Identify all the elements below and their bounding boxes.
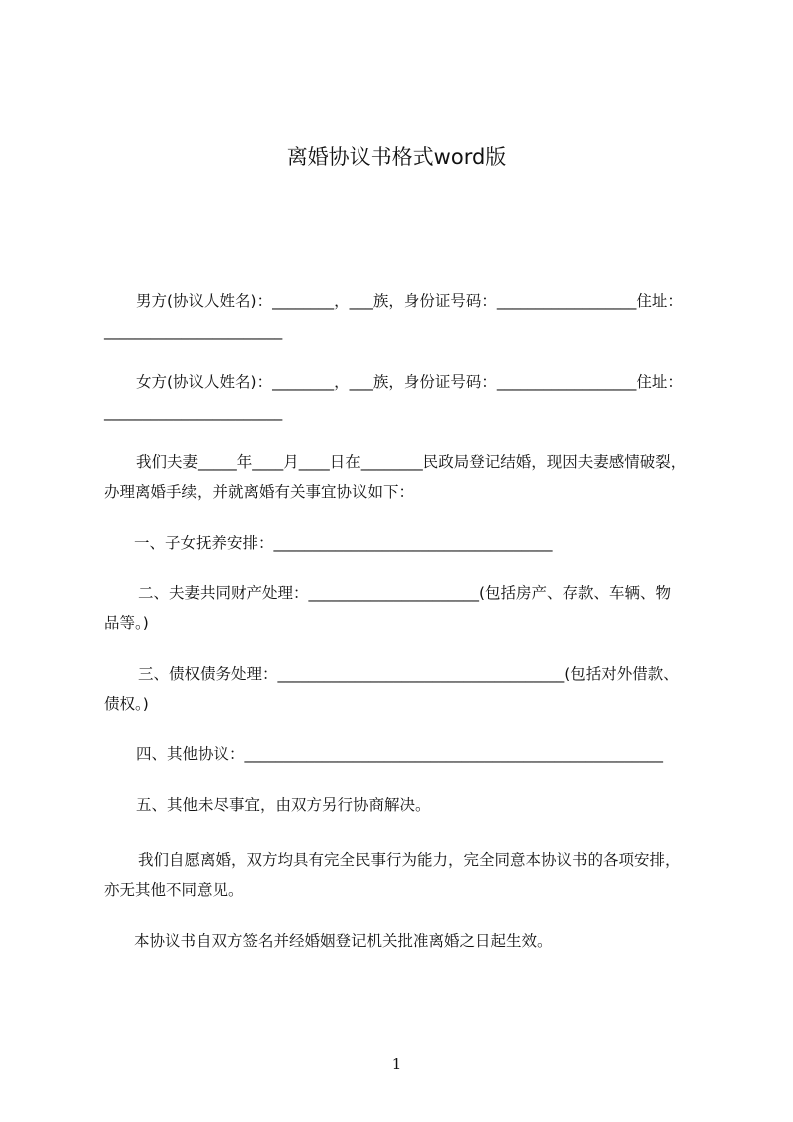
closing-line-2: 亦无其他不同意见。: [104, 881, 244, 899]
item-3-paragraph: [104, 659, 701, 719]
item-1-text: 一、子女抚养安排：____________________________________: [134, 534, 553, 552]
intro-paragraph: [104, 447, 701, 507]
item-5-text: 五、其他未尽事宜，由双方另行协商解决。: [136, 796, 431, 814]
male-party-paragraph: [104, 286, 701, 346]
male-party-line-1: 男方(协议人姓名)：________，___族，身份证号码：__________________住址：: [136, 292, 683, 310]
female-party-paragraph: [104, 367, 701, 427]
female-party-line-2: _______________________: [104, 403, 283, 421]
item-1-paragraph: [104, 528, 701, 558]
intro-line-1: 我们夫妻_____年____月____日在________民政局登记结婚，现因夫妻感情破裂，: [136, 453, 687, 471]
document-title: 离婚协议书格式word版: [286, 145, 507, 169]
item-3-line-2: 债权。): [104, 695, 149, 713]
item-3-line-1: 三、债权债务处理：_____________________________________(包括对外借款、: [138, 665, 679, 683]
item-4-paragraph: [104, 739, 701, 769]
closing-line-1: 我们自愿离婚，双方均具有完全民事行为能力，完全同意本协议书的各项安排，: [138, 851, 681, 869]
male-party-line-2: _______________________: [104, 322, 283, 340]
effective-clause-text: 本协议书自双方签名并经婚姻登记机关批准离婚之日起生效。: [134, 932, 553, 950]
item-4-text: 四、其他协议：______________________________________________________: [136, 745, 664, 763]
item-2-paragraph: [104, 578, 701, 638]
item-2-line-2: 品等。): [104, 614, 149, 632]
intro-line-2: 办理离婚手续，并就离婚有关事宜协议如下：: [104, 483, 415, 501]
item-2-line-1: 二、夫妻共同财产处理：______________________(包括房产、存款、车辆、物: [138, 584, 672, 602]
item-5-paragraph: [104, 790, 701, 820]
effective-clause-paragraph: [104, 926, 701, 956]
page-number: 1: [391, 1055, 402, 1073]
female-party-line-1: 女方(协议人姓名)：________，___族，身份证号码：__________________住址：: [136, 373, 683, 391]
closing-paragraph: [104, 845, 701, 905]
